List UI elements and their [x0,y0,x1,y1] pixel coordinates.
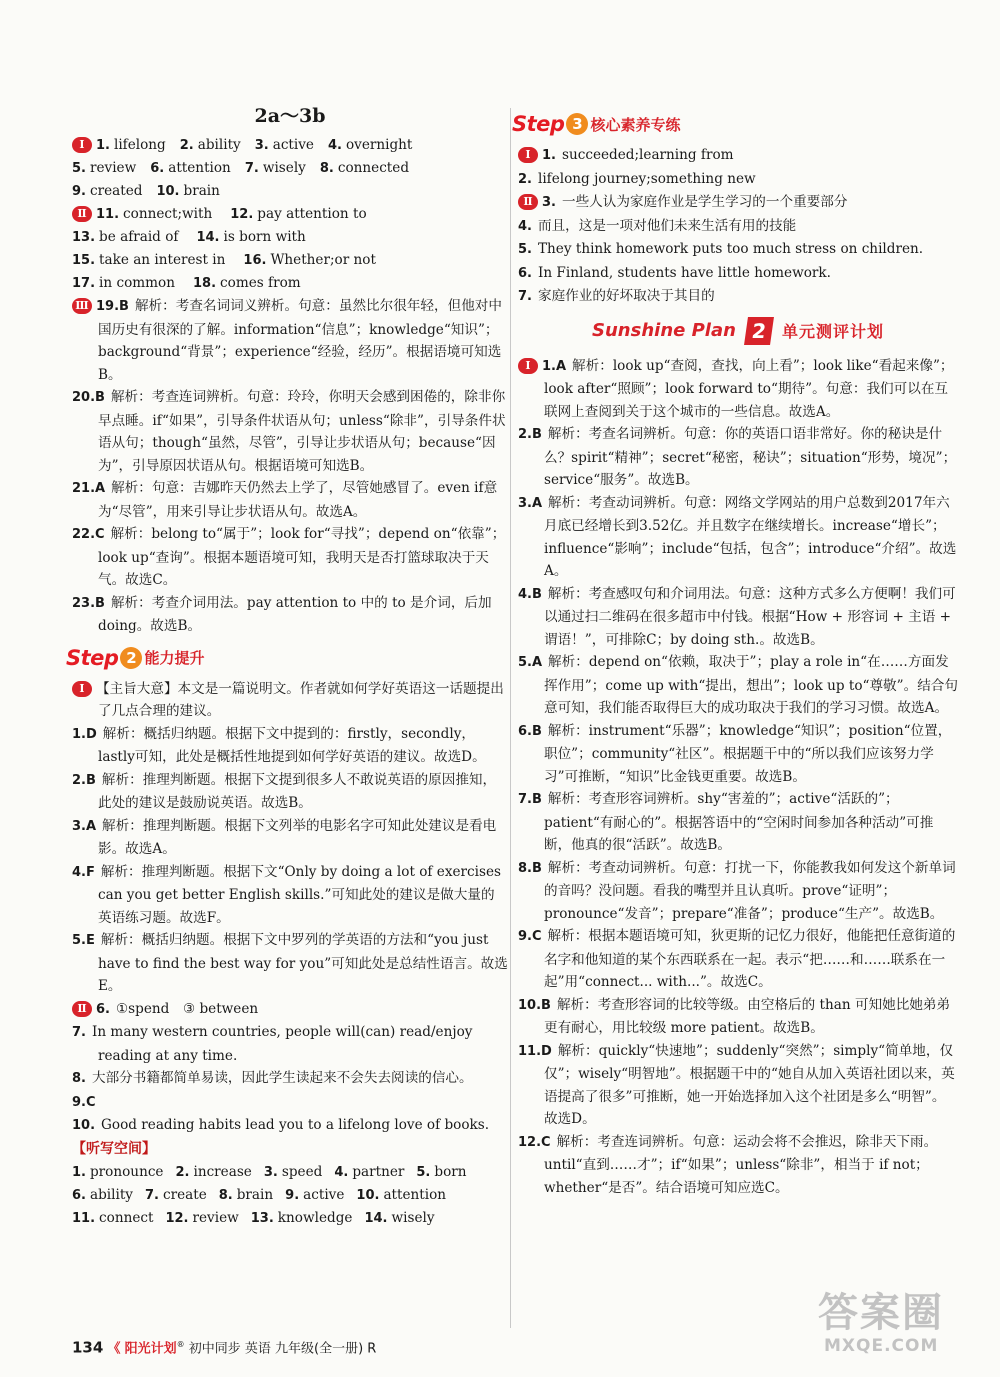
right-column [512,104,958,1199]
step-word: Step [512,112,565,136]
answer-row [72,226,508,249]
watermark-logo-text: 答案圈 [818,1290,944,1336]
answer-item [518,355,958,424]
answer-number: 22.C [72,527,105,542]
answer-text: increase [193,1163,252,1180]
answer-number: 11. [72,1210,96,1226]
step-label: 能力提升 [144,649,205,667]
answer-number: 5. [416,1164,431,1180]
sunshine-label: 单元测评计划 [781,322,884,341]
answer-text: ①spend ③ between [115,1000,259,1017]
answer-number: 12. [165,1210,189,1226]
answer-item [518,720,958,789]
answer-number: 1.D [72,726,97,742]
sunshine-brand: Sunshine Plan [592,320,736,341]
answer-item [518,651,958,720]
answer-item [72,1021,508,1067]
answer-item [72,861,508,930]
answer-text: created [89,183,143,199]
dictation-title: 【听写空间】 [72,1140,156,1157]
roman-badge: Ⅰ [72,137,92,153]
answer-text: 解析：考查名词词义辨析。句意：虽然比尔很年轻，但他对中国历史有很深的了解。information“信息”；knowledge“知识”；background“背景”；experience“经验，经历”。根据语境可知选B。 [98,298,502,383]
answer-number: 11.D [518,1043,552,1059]
answer-text: pay attention to [257,206,367,222]
answer-group-3 [72,295,508,638]
answer-text: speed [281,1163,323,1180]
answer-text: wisely [391,1209,435,1226]
watermark [818,1290,988,1370]
answer-text: pronounce [89,1163,164,1180]
answer-item [72,815,508,861]
answer-text: 解析：概括归纳题。根据下文中提到的：firstly，secondly，lastly可知，此处是概括性地提到如何学好英语的建议。故选D。 [98,725,486,765]
answer-text: partner [352,1163,405,1180]
chevron-icon: 《 [107,1341,121,1357]
answer-group-1 [72,134,508,203]
answer-row [72,1161,508,1184]
answer-number: 14. [364,1210,388,1226]
step-label: 核心素养专练 [590,115,681,134]
roman-badge: Ⅰ [518,147,538,163]
answer-number: 10.B [518,997,551,1013]
answer-text: 解析：考查形容词辨析。shy“害羞的”；active“活跃的”；patient“有耐心的”。根据答语中的“空闲时间参加各种活动”可推断，他真的很“活跃”。故选B。 [544,791,934,853]
answer-number: 1.A [542,358,567,374]
answer-item [518,262,958,286]
answer-text: connect;with [123,206,213,222]
answer-text: take an interest in [99,252,226,268]
answer-item [518,423,958,492]
answer-item [72,1091,508,1115]
answer-number: 4.B [518,586,542,602]
answer-row [72,157,508,180]
answer-number: 2. [175,1164,190,1180]
answer-row [72,272,508,295]
roman-badge: Ⅰ [72,681,92,697]
answer-text: brain [183,183,220,199]
answer-item [518,857,958,926]
answer-number: 8. [319,161,334,176]
answer-number: 9. [72,184,86,199]
answer-text: 解析：考查名词辨析。句意：你的英语口语非常好。你的秘诀是什么？spirit“精神”；secret“秘密，秘诀”；situation“形势，境况”；service“服务”。故选B。 [544,426,957,488]
step-3-answers [518,144,958,309]
answer-number: 12.C [518,1134,551,1150]
answer-row [72,134,508,157]
step-number: 2 [120,647,142,669]
sunshine-number: 2 [744,317,774,345]
step-word: Step [66,645,119,670]
answer-text: 解析：考查动词辨析。句意：打扰一下，你能教我如何发这个新单词的音吗？没问题。看我的嘴型并且认真听。prove“证明”；pronounce“发音”；prepare“准备”；produce“生产”。故选B。 [544,859,956,922]
answer-text: 解析：考查介词用法。pay attention to 中的 to 是介词，后加doing。故选B。 [98,594,492,634]
answer-number: 1. [72,1164,86,1180]
answer-item [518,994,958,1040]
answer-item [518,285,958,309]
answer-number: 2. [179,138,194,153]
answer-item [518,925,958,994]
step-number: 3 [566,113,588,135]
answer-text: 一些人认为家庭作业是学生学习的一个重要部分 [561,194,848,210]
answer-number: 7. [244,161,259,176]
answer-number: 5.A [518,655,543,670]
answer-number: 3. [542,195,556,210]
unit-test-answers [518,355,958,1200]
answer-row [72,249,508,272]
column-divider [510,108,511,1328]
roman-badge: Ⅱ [72,1001,92,1017]
answer-number: 2. [518,171,532,187]
answer-item [72,477,508,523]
section-title: 2a～3b [254,105,326,127]
watermark-url: MXQE.COM [824,1336,939,1356]
roman-badge: Ⅱ [518,194,538,210]
answer-text: lifelong journey;something new [537,170,756,187]
answer-text: 解析：概括归纳题。根据下文中罗列的学英语的方法和“you just have to find the best way for you”可知此处是总结性语言。故选E。 [98,932,508,994]
answer-number: 1. [542,148,556,163]
answer-number: 10. [156,184,180,199]
roman-badge: Ⅰ [518,358,538,374]
answer-number: 12. [230,207,254,222]
answer-number: 6.B [518,723,542,739]
answer-text: attention [383,1186,447,1203]
answer-number: 17. [72,276,96,291]
answer-item [518,215,958,239]
answer-number: 21.A [72,481,106,496]
roman-badge: Ⅱ [72,206,92,222]
answer-item [518,583,958,652]
answer-text: connect [99,1209,154,1226]
answer-number: 8. [218,1187,233,1203]
answer-number: 7.B [518,792,542,807]
answer-item [72,592,508,638]
sunshine-plan-header [518,311,958,351]
answer-number: 9.C [72,1094,96,1110]
main-idea: Ⅰ 【主旨大意】本文是一篇说明文。作者就如何学好英语这一话题提出了几点合理的建议。 [72,678,508,723]
answer-number: 4.F [72,864,95,880]
answer-number: 16. [243,253,267,268]
answer-text: 家庭作业的好坏取决于其目的 [537,288,715,304]
step-2-part-2 [72,998,508,1138]
answer-number: 3.A [518,495,543,511]
answer-item [518,168,958,192]
answer-text: attention [168,160,231,176]
answer-number: 8.B [518,860,542,876]
answer-text: comes from [220,275,301,291]
answer-text: 大部分书籍都简单易读，因此学生读起来不会失去阅读的信心。 [91,1070,473,1086]
answer-number: 2.B [72,772,96,788]
answer-item [518,1131,958,1200]
answer-number: 10. [356,1187,380,1203]
answer-number: 13. [250,1210,274,1226]
answer-text: 解析：belong to“属于”；look for“寻找”；depend on“依靠”；look up“查询”。根据本题语境可知，我明天是否打篮球取决于天气。故选C。 [98,526,506,588]
answer-text: They think homework puts too much stress on children. [537,241,924,257]
answer-text: Whether;or not [270,252,376,268]
answer-text: 解析：考查连词辨析。句意：运动会将不会推迟，除非天下雨。until“直到……才”；if“如果”；unless“除非”，相当于 if not；whether“是否”。结合语境可知应选C。 [544,1133,938,1196]
left-column [66,100,508,1230]
answer-text: 解析：look up“查阅，查找，向上看”；look like“看起来像”；look after“照顾”；look forward to“期待”。句意：我们可以在互联网上查阅到关于这个城市的一些信息。故选A。 [544,357,954,420]
answer-text: 解析：考查连词辨析。句意：玲玲，你明天会感到困倦的，除非你早点睡。if“如果”，引导条件状语从句；unless“除非”，引导条件状语从句；though“虽然，尽管”，引导让步状语从句；because“因为”，引导原因状语从句。根据语境可知选B。 [98,389,506,474]
answer-group-2 [72,203,508,295]
answer-number: 6. [150,161,165,176]
answer-text: be afraid of [99,229,179,245]
answer-item [72,386,508,477]
answer-text: 解析：推理判断题。根据下文“Only by doing a lot of exercises can you get better English skills.”可知此处的建议是做大量的英语练习题。故选F。 [98,863,501,926]
page-footer: 134 《 阳光计划® 初中同步 英语 九年级(全一册) R [72,1338,377,1357]
answer-text: in common [99,275,175,291]
answer-text: lifelong [113,137,166,153]
answer-row [72,203,508,226]
answer-text: succeeded;learning from [561,147,734,163]
answer-text: ability [197,137,241,153]
footer-brand: 阳光计划 [124,1341,177,1357]
answer-item [518,144,958,168]
answer-text: Good reading habits lead you to a lifelong love of books. [101,1117,490,1133]
answer-item [72,1114,508,1138]
answer-text: 解析：推理判断题。根据下文列举的电影名字可知此处建议是看电影。故选A。 [98,817,497,857]
answer-text: 解析：instrument“乐器”；knowledge“知识”；position“位置，职位”；community“社区”。根据题干中的“所以我们应该努力学习”可推断，“知识”比金钱更重要。故选B。 [544,722,952,785]
answer-item [72,769,508,815]
answer-item [518,492,958,583]
answer-text: overnight [345,137,413,153]
answer-number: 20.B [72,390,105,405]
answer-text: active [272,137,314,153]
answer-number: 6. [72,1187,86,1203]
answer-number: 4. [327,138,342,153]
answer-text: 解析：考查动词辨析。句意：网络文学网站的用户总数到2017年六月底已经增长到3.52亿。并且数字在继续增长。increase“增长”；influence“影响”；include“包括，包含”；introduce“介绍”。故选A。 [544,494,957,579]
step-2-answers [72,723,508,998]
answer-text: review [192,1209,239,1226]
answer-number: 3.A [72,818,97,834]
answer-number: 6. [518,265,532,281]
answer-number: 8. [72,1071,86,1086]
answer-text: 解析：考查形容词的比较等级。由空格后的 than 可知她比她弟弟更有耐心，用比较级 more patient。故选B。 [544,996,951,1036]
answer-text: born [434,1163,467,1180]
answer-number: 9. [285,1187,300,1203]
answer-row [72,1184,508,1207]
answer-number: 3. [254,138,269,153]
answer-text: In Finland, students have little homework. [537,264,831,281]
answer-item [518,191,958,215]
answer-text: review [89,160,137,176]
answer-text: 而且，这是一项对他们未来生活有用的技能 [537,217,797,234]
answer-text: knowledge [277,1209,353,1226]
answer-number: 10. [72,1118,96,1133]
answer-text: 解析：考查感叹句和介词用法。句意：这种方式多么方便啊！我们可以通过扫二维码在很多超市中付钱。根据“How + 形容词 + 主语 + 谓语！”，可排除C；by doing sth.。故选B。 [544,585,956,648]
answer-text: ability [89,1186,133,1203]
answer-number: 6. [96,1001,110,1017]
answer-number: 3. [263,1164,278,1180]
answer-text: wisely [262,160,306,176]
answer-number: 5. [72,161,86,176]
answer-text: 解析：depend on“依赖，取决于”；play a role in“在……方面发挥作用”；come up with“提出，想出”；look up to“尊敬”。结合句意可知，我们能否取得巨大的成功取决于我们的学习习惯。故选A。 [544,654,958,716]
roman-badge: Ⅲ [72,298,92,314]
answer-text: brain [236,1186,274,1203]
answer-number: 4. [518,218,532,234]
answer-item [518,788,958,857]
step-3-header [512,106,958,142]
answer-text: 解析：quickly“快速地”；suddenly“突然”；simply“简单地，仅仅”；wisely“明智地”。根据题干中的“她自从加入英语社团以来，英语提高了很多”可推断，她一开始选择加入这个社团是多么“明智”。故选D。 [544,1042,955,1127]
answer-item [72,723,508,769]
answer-number: 7. [144,1187,159,1203]
answer-number: 14. [196,230,220,245]
step-2-header [66,640,508,676]
answer-item [72,295,508,386]
answer-item [72,998,508,1022]
answer-item [518,238,958,262]
dictation-list [72,1161,508,1230]
answer-number: 1. [96,138,110,153]
answer-item [72,929,508,998]
answer-row [72,1207,508,1230]
answer-number: 5. [518,242,532,257]
answer-text: In many western countries, people will(can) read/enjoy reading at any time. [91,1024,473,1064]
answer-row [72,180,508,203]
answer-number: 13. [72,230,96,245]
answer-number: 11. [96,207,120,222]
answer-number: 9.C [518,929,542,944]
answer-item [72,523,508,592]
answer-number: 5.E [72,933,95,948]
answer-number: 19.B [96,299,129,314]
answer-item [72,1067,508,1091]
footer-book-info: 初中同步 英语 九年级(全一册) R [188,1341,377,1357]
answer-number: 23.B [72,595,105,611]
answer-item [518,1040,958,1131]
answer-text: 解析：推理判断题。根据下文提到很多人不敢说英语的原因推知，此处的建议是鼓励说英语。故选B。 [98,771,497,811]
answer-number: 7. [72,1025,86,1040]
answer-text: is born with [223,229,306,245]
answer-text: active [303,1186,345,1203]
answer-text: 解析：根据本题语境可知，狄更斯的记忆力很好，他能把任意街道的名字和他知道的某个东西联系在一起。表示“把……和……联系在一起”用“connect... with...”。故选C。 [544,928,956,990]
answer-text: create [162,1186,207,1203]
page-number: 134 [72,1338,104,1357]
answer-number: 15. [72,253,96,268]
answer-text: 解析：句意：吉娜昨天仍然去上学了，尽管她感冒了。even if意为“尽管”，用来引导让步状语从句。故选A。 [98,480,498,520]
answer-number: 18. [192,276,217,291]
answer-number: 2.B [518,427,542,442]
answer-number: 7. [518,289,532,304]
answer-text: connected [337,160,410,176]
answer-number: 4. [334,1164,349,1180]
